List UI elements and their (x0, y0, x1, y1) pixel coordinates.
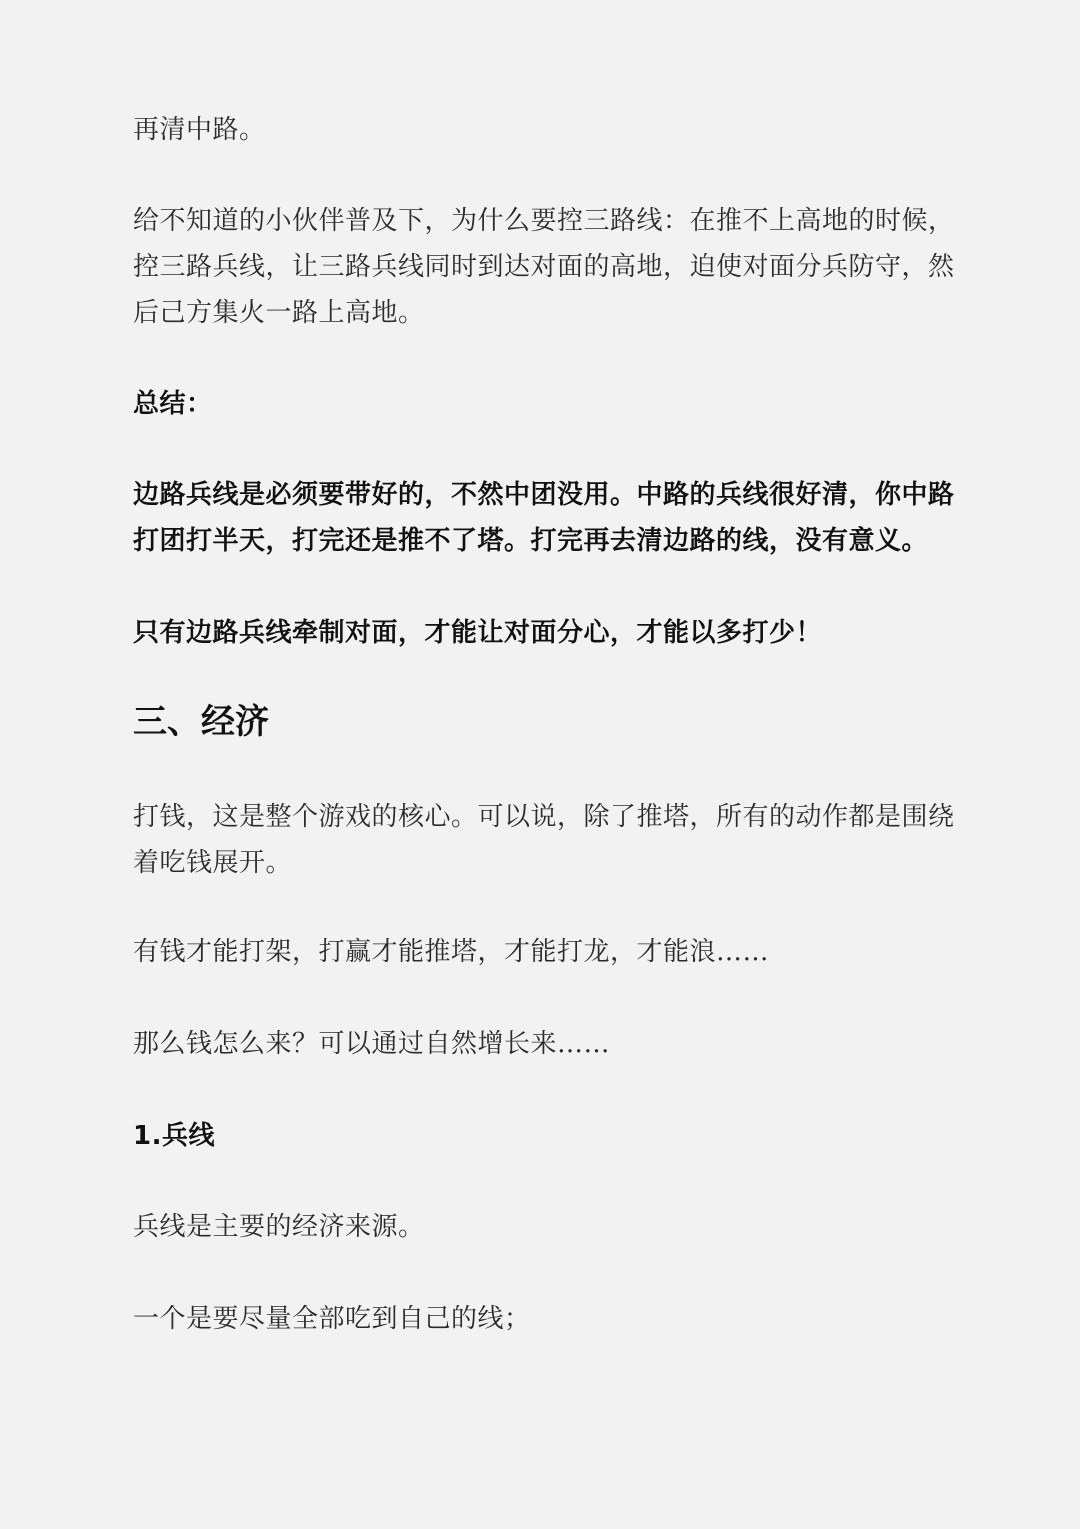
summary-paragraph-1 (133, 472, 955, 564)
text-line: 再清中路。 (133, 115, 266, 145)
summary-label (133, 381, 213, 427)
text-line: 给不知道的小伙伴普及下，为什么要控三路线：在推不上高地的时候， (133, 206, 955, 236)
sub-title: 1.兵线 (133, 1121, 215, 1151)
text-line: 总结： (133, 389, 213, 419)
minion-paragraph-2 (133, 1296, 531, 1342)
text-line: 边路兵线是必须要带好的，不然中团没用。中路的兵线很好清，你中路 (133, 480, 955, 510)
minion-paragraph-1 (133, 1204, 425, 1250)
text-line: 一个是要尽量全部吃到自己的线； (133, 1304, 531, 1334)
subheading-minion-lane (133, 1113, 215, 1159)
text-line: 着吃钱展开。 (133, 848, 293, 878)
text-line: 那么钱怎么来？可以通过自然增长来…… (133, 1029, 611, 1059)
section-heading-economy (133, 697, 269, 747)
text-line: 打团打半天，打完还是推不了塔。打完再去清边路的线，没有意义。 (133, 526, 929, 556)
economy-paragraph-3 (133, 1021, 610, 1067)
text-line: 控三路兵线，让三路兵线同时到达对面的高地，迫使对面分兵防守，然 (133, 252, 955, 282)
section-title: 三、经济 (133, 702, 269, 742)
summary-paragraph-2 (133, 610, 822, 656)
text-line: 有钱才能打架，打赢才能推塔，才能打龙，才能浪…… (133, 937, 770, 967)
text-line: 兵线是主要的经济来源。 (133, 1212, 425, 1242)
text-line: 打钱，这是整个游戏的核心。可以说，除了推塔，所有的动作都是围绕 (133, 802, 955, 832)
paragraph-three-lanes (133, 198, 955, 336)
economy-paragraph-2 (133, 929, 769, 975)
text-line: 只有边路兵线牵制对面，才能让对面分心，才能以多打少！ (133, 618, 823, 648)
paragraph-clear-mid (133, 107, 266, 153)
text-line: 后己方集火一路上高地。 (133, 298, 425, 328)
economy-paragraph-1 (133, 794, 955, 886)
